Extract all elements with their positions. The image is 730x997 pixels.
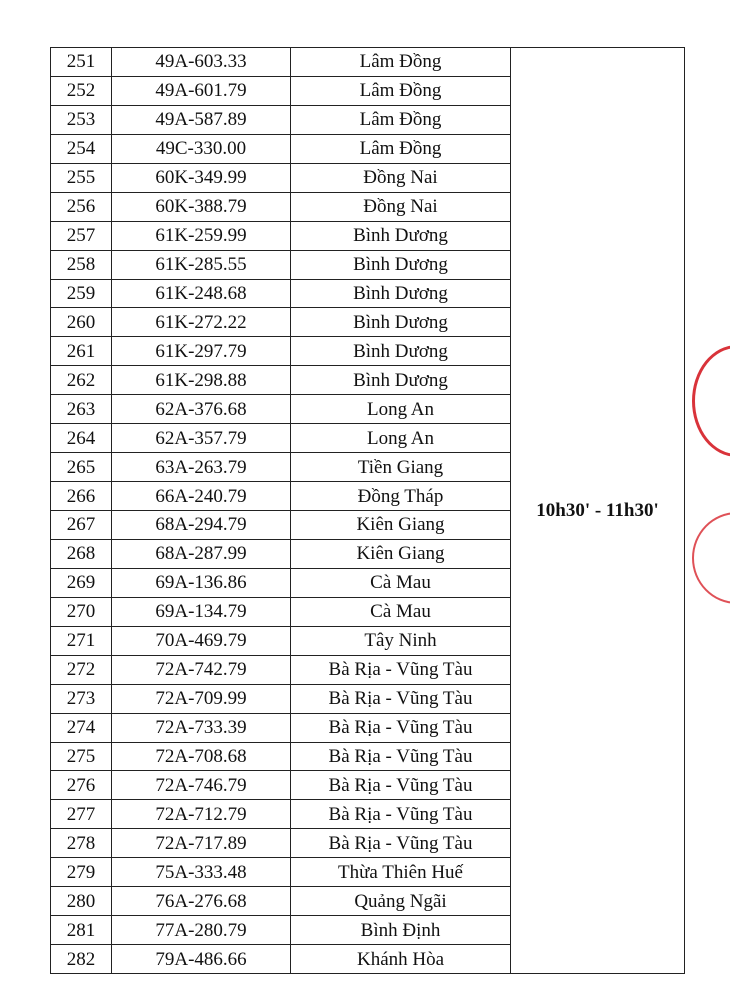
province: Bà Rịa - Vũng Tàu	[291, 829, 511, 858]
row-number: 276	[51, 771, 112, 800]
row-number: 264	[51, 424, 112, 453]
row-number: 258	[51, 250, 112, 279]
plate-number: 70A-469.79	[112, 626, 291, 655]
province: Quảng Ngãi	[291, 887, 511, 916]
province: Khánh Hòa	[291, 945, 511, 974]
plate-number: 61K-272.22	[112, 308, 291, 337]
row-number: 268	[51, 539, 112, 568]
province: Lâm Đồng	[291, 105, 511, 134]
plate-number: 72A-712.79	[112, 800, 291, 829]
province: Bà Rịa - Vũng Tàu	[291, 771, 511, 800]
row-number: 270	[51, 597, 112, 626]
plate-number: 69A-136.86	[112, 568, 291, 597]
province: Đồng Nai	[291, 163, 511, 192]
plate-number: 68A-287.99	[112, 539, 291, 568]
row-number: 261	[51, 337, 112, 366]
row-number: 255	[51, 163, 112, 192]
plate-number: 49A-603.33	[112, 48, 291, 77]
province: Đồng Tháp	[291, 482, 511, 511]
row-number: 251	[51, 48, 112, 77]
row-number: 267	[51, 511, 112, 540]
province: Kiên Giang	[291, 539, 511, 568]
province: Bình Dương	[291, 221, 511, 250]
plate-number: 69A-134.79	[112, 597, 291, 626]
row-number: 253	[51, 105, 112, 134]
table-body	[51, 48, 685, 974]
plate-schedule-table	[50, 47, 685, 974]
plate-number: 62A-376.68	[112, 395, 291, 424]
table-row	[51, 48, 685, 77]
province: Bình Dương	[291, 337, 511, 366]
province: Bình Dương	[291, 366, 511, 395]
row-number: 281	[51, 916, 112, 945]
province: Bình Dương	[291, 308, 511, 337]
row-number: 257	[51, 221, 112, 250]
plate-number: 72A-717.89	[112, 829, 291, 858]
row-number: 252	[51, 76, 112, 105]
row-number: 263	[51, 395, 112, 424]
plate-number: 72A-708.68	[112, 742, 291, 771]
province: Bà Rịa - Vũng Tàu	[291, 684, 511, 713]
row-number: 271	[51, 626, 112, 655]
province: Bà Rịa - Vũng Tàu	[291, 800, 511, 829]
plate-number: 61K-298.88	[112, 366, 291, 395]
province: Long An	[291, 424, 511, 453]
province: Long An	[291, 395, 511, 424]
row-number: 259	[51, 279, 112, 308]
province: Cà Mau	[291, 568, 511, 597]
row-number: 273	[51, 684, 112, 713]
province: Bình Dương	[291, 279, 511, 308]
plate-number: 49A-601.79	[112, 76, 291, 105]
row-number: 256	[51, 192, 112, 221]
time-slot: 10h30' - 11h30'	[511, 48, 685, 974]
row-number: 262	[51, 366, 112, 395]
plate-number: 66A-240.79	[112, 482, 291, 511]
plate-number: 75A-333.48	[112, 858, 291, 887]
row-number: 278	[51, 829, 112, 858]
plate-number: 77A-280.79	[112, 916, 291, 945]
plate-number: 72A-709.99	[112, 684, 291, 713]
plate-number: 72A-742.79	[112, 655, 291, 684]
province: Bà Rịa - Vũng Tàu	[291, 655, 511, 684]
row-number: 282	[51, 945, 112, 974]
province: Cà Mau	[291, 597, 511, 626]
row-number: 280	[51, 887, 112, 916]
row-number: 260	[51, 308, 112, 337]
plate-number: 72A-746.79	[112, 771, 291, 800]
plate-number: 60K-349.99	[112, 163, 291, 192]
plate-number: 60K-388.79	[112, 192, 291, 221]
plate-number: 68A-294.79	[112, 511, 291, 540]
row-number: 275	[51, 742, 112, 771]
row-number: 254	[51, 134, 112, 163]
province: Tiền Giang	[291, 453, 511, 482]
province: Bà Rịa - Vũng Tàu	[291, 713, 511, 742]
province: Thừa Thiên Huế	[291, 858, 511, 887]
plate-number: 61K-248.68	[112, 279, 291, 308]
province: Bình Định	[291, 916, 511, 945]
province: Lâm Đồng	[291, 48, 511, 77]
plate-number: 61K-259.99	[112, 221, 291, 250]
row-number: 277	[51, 800, 112, 829]
row-number: 274	[51, 713, 112, 742]
plate-number: 49C-330.00	[112, 134, 291, 163]
province: Bình Dương	[291, 250, 511, 279]
plate-number: 49A-587.89	[112, 105, 291, 134]
province: Đồng Nai	[291, 192, 511, 221]
row-number: 269	[51, 568, 112, 597]
row-number: 265	[51, 453, 112, 482]
plate-number: 76A-276.68	[112, 887, 291, 916]
province: Kiên Giang	[291, 511, 511, 540]
province: Lâm Đồng	[291, 76, 511, 105]
plate-number: 62A-357.79	[112, 424, 291, 453]
row-number: 279	[51, 858, 112, 887]
plate-number: 63A-263.79	[112, 453, 291, 482]
plate-number: 61K-297.79	[112, 337, 291, 366]
plate-number: 79A-486.66	[112, 945, 291, 974]
province: Lâm Đồng	[291, 134, 511, 163]
red-seal-stamp-lower	[692, 512, 730, 604]
plate-number: 72A-733.39	[112, 713, 291, 742]
province: Bà Rịa - Vũng Tàu	[291, 742, 511, 771]
province: Tây Ninh	[291, 626, 511, 655]
row-number: 272	[51, 655, 112, 684]
plate-number: 61K-285.55	[112, 250, 291, 279]
row-number: 266	[51, 482, 112, 511]
red-seal-stamp	[692, 345, 730, 457]
